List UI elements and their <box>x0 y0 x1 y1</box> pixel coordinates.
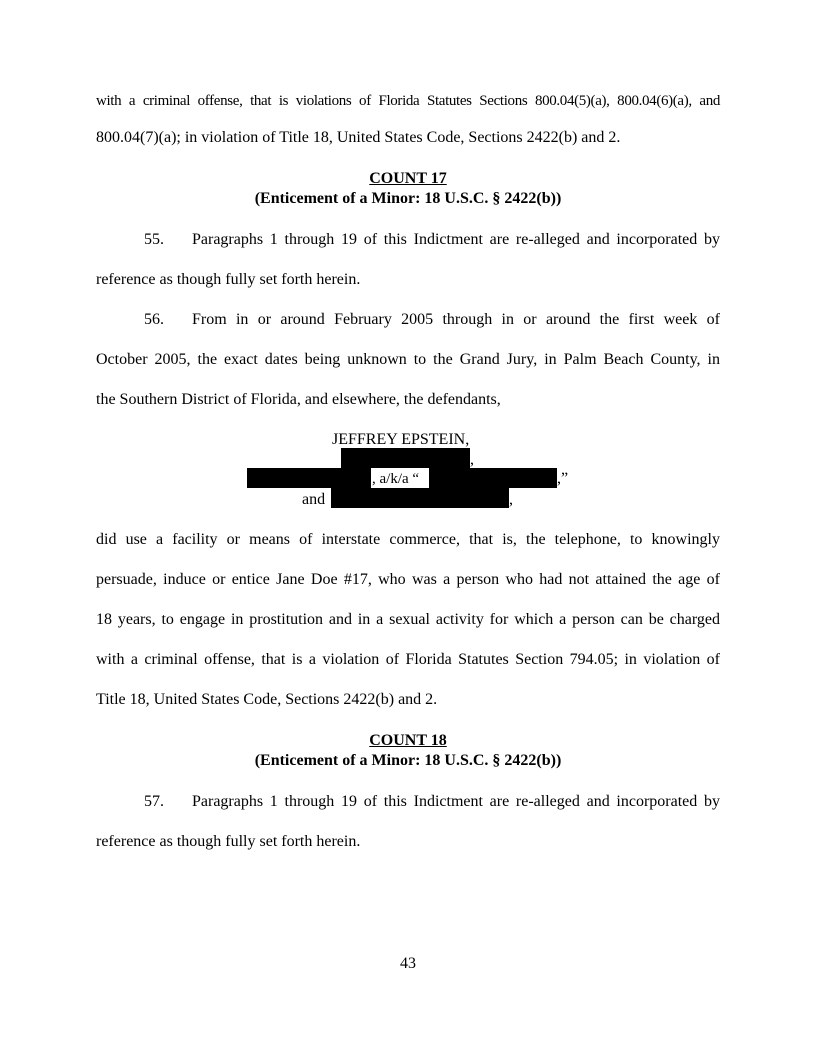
para-56-number: 56. <box>144 311 164 328</box>
count-18-subheading: (Enticement of a Minor: 18 U.S.C. § 2422(b)) <box>254 752 562 769</box>
defendant-close-quote: ,” <box>557 470 569 487</box>
redaction-box-3 <box>429 468 557 488</box>
charge-line-5: Title 18, United States Code, Sections 2422(b) and 2. <box>96 691 438 708</box>
para-55-line-1: Paragraphs 1 through 19 of this Indictment are re-alleged and incorporated by <box>192 231 720 248</box>
defendant-aka-text: , a/k/a “ <box>372 471 420 487</box>
para-57-line-1: Paragraphs 1 through 19 of this Indictment are re-alleged and incorporated by <box>192 793 720 810</box>
count-18-heading: COUNT 18 <box>369 732 447 749</box>
carryover-line-1: with a criminal offense, that is violations of Florida Statutes Sections 800.04(5)(a), 800.04(6)(a), and <box>96 93 720 109</box>
defendant-comma-3: , <box>509 491 513 508</box>
count-17-heading: COUNT 17 <box>369 170 447 187</box>
charge-line-4: with a criminal offense, that is a violation of Florida Statutes Section 794.05; in violation of <box>96 651 720 668</box>
para-57-number: 57. <box>144 793 164 810</box>
redaction-box-2 <box>247 468 371 488</box>
carryover-line-2: 800.04(7)(a); in violation of Title 18, United States Code, Sections 2422(b) and 2. <box>96 129 621 146</box>
count-17-subheading: (Enticement of a Minor: 18 U.S.C. § 2422(b)) <box>254 190 562 207</box>
charge-line-2: persuade, induce or entice Jane Doe #17, who was a person who had not attained the age of <box>96 571 720 588</box>
defendant-name-epstein: JEFFREY EPSTEIN, <box>332 431 470 448</box>
charge-line-1: did use a facility or means of interstate commerce, that is, the telephone, to knowingly <box>96 531 720 548</box>
para-57-line-2: reference as though fully set forth herein. <box>96 833 361 850</box>
page-number: 43 <box>400 955 416 972</box>
para-55-line-2: reference as though fully set forth herein. <box>96 271 361 288</box>
charge-line-3: 18 years, to engage in prostitution and in a sexual activity for which a person can be charged <box>96 611 720 628</box>
para-56-line-2: October 2005, the exact dates being unknown to the Grand Jury, in Palm Beach County, in <box>96 351 720 368</box>
defendant-comma-1: , <box>470 451 474 468</box>
para-55-number: 55. <box>144 231 164 248</box>
defendant-and: and <box>302 491 326 508</box>
redaction-box-4 <box>331 488 509 508</box>
para-56-line-3: the Southern District of Florida, and elsewhere, the defendants, <box>96 391 501 408</box>
para-56-line-1: From in or around February 2005 through in or around the first week of <box>192 311 720 328</box>
redaction-box-1 <box>341 448 470 468</box>
